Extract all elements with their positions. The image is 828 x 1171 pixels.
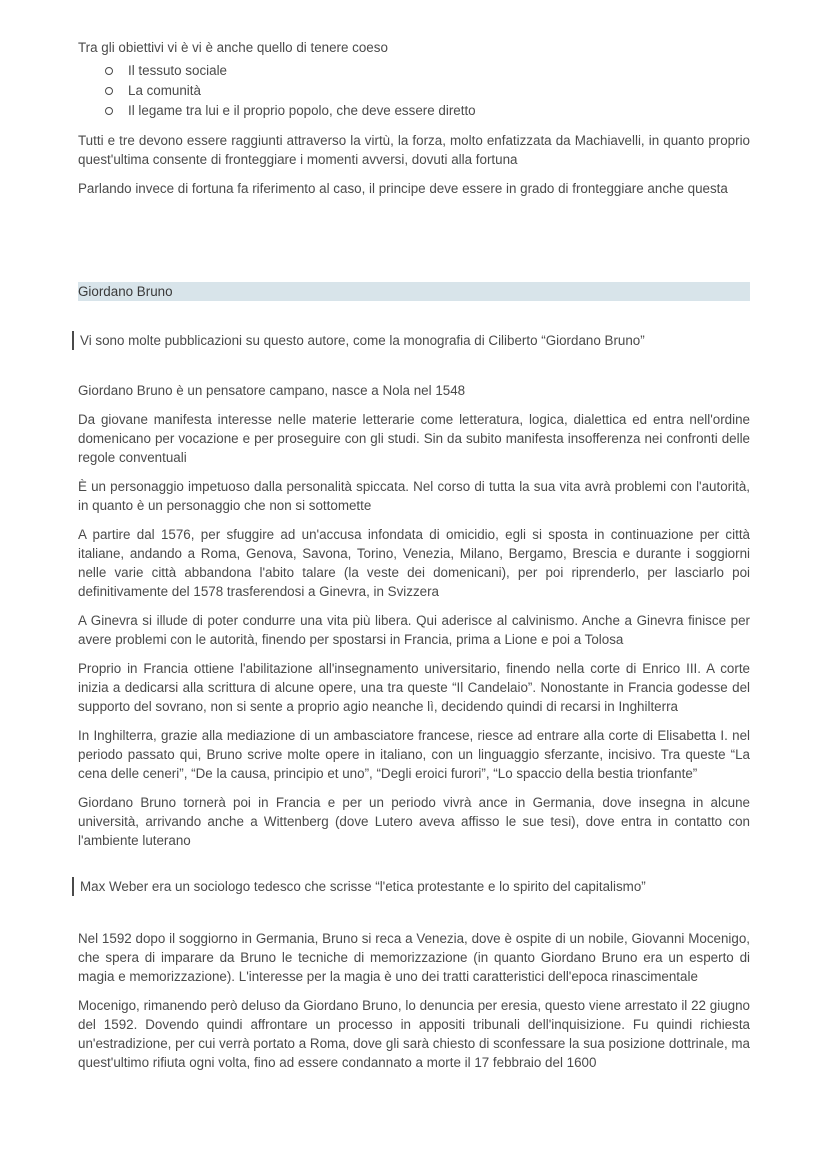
paragraph: A Ginevra si illude di poter condurre una vita più libera. Qui aderisce al calvinismo. Anche a Ginevra finisce per avere problemi con le autorità, finendo per spostarsi in Francia, prima a Lione e poi a Tolosa [78,613,750,647]
paragraph: Da giovane manifesta interesse nelle materie letterarie come letteratura, logica, dialettica ed entra nell'ordine domenicano per vocazione e per proseguire con gli studi. Sin da subito manifesta insofferenza nei confronti delle regole conventuali [78,412,750,465]
section-body [78,381,750,850]
paragraph: Giordano Bruno è un pensatore campano, nasce a Nola nel 1548 [78,383,466,398]
section-heading-text: Giordano Bruno [78,284,173,299]
section-body-continued [78,929,750,1072]
side-note-text: Vi sono molte pubblicazioni su questo autore, come la monografia di Ciliberto “Giordano Bruno” [80,333,645,348]
bullet-list [78,61,750,121]
intro-block [78,38,750,198]
paragraph: Mocenigo, rimanendo però deluso da Giordano Bruno, lo denuncia per eresia, questo viene arrestato il 22 giugno del 1592. Dovendo quindi affrontare un processo in appositi tribunali dell'inquisizione. Fu quindi richiesta un'estradizione, per cui verrà portato a Roma, dove gli sarà chiesto di sconfessare la sua posizione dottrinale, ma quest'ultimo rifiuta ogni volta, fino ad essere condannato a morte il 17 febbraio del 1600 [78,998,750,1070]
paragraph: È un personaggio impetuoso dalla personalità spiccata. Nel corso di tutta la sua vita avrà problemi con l'autorità, in quanto è un personaggio che non si sottomette [78,479,750,513]
list-item-text: Il tessuto sociale [128,63,227,78]
paragraph: In Inghilterra, grazie alla mediazione di un ambasciatore francese, riesce ad entrare alla corte di Elisabetta I. nel periodo passato qui, Bruno scrive molte opere in italiano, con un linguaggio sferzante, incisivo. Tra queste “La cena delle ceneri”, “De la causa, principio et uno”, “Degli eroici furori”, “Lo spaccio della bestia trionfante” [78,728,750,781]
list-item [78,61,750,81]
paragraph: Giordano Bruno tornerà poi in Francia e per un periodo vivrà ance in Germania, dove insegna in alcune università, arrivando anche a Wittenberg (dove Lutero aveva affisso le sue tesi), dove entra in contatto con l'ambiente luterano [78,795,750,848]
list-item-text: Il legame tra lui e il proprio popolo, che deve essere diretto [128,103,476,118]
side-note [72,331,760,350]
list-item [78,101,750,121]
circle-bullet-icon [105,67,113,75]
paragraph: Nel 1592 dopo il soggiorno in Germania, Bruno si reca a Venezia, dove è ospite di un nobile, Giovanni Mocenigo, che spera di imparare da Bruno le tecniche di memorizzazione (in quanto Giordano Bruno era un esperto di magia e memorizzazione). L'interesse per la magia è uno dei tratti caratteristici dell'epoca rinascimentale [78,931,750,984]
side-note [72,877,760,896]
circle-bullet-icon [105,87,113,95]
list-item [78,81,750,101]
list-item-text: La comunità [128,83,201,98]
section-heading [78,282,750,301]
circle-bullet-icon [105,107,113,115]
paragraph: Tutti e tre devono essere raggiunti attraverso la virtù, la forza, molto enfatizzata da Machiavelli, in quanto proprio quest'ultima consente di fronteggiare i momenti avversi, dovuti alla fortuna [78,133,750,167]
side-note-text: Max Weber era un sociologo tedesco che scrisse “l'etica protestante e lo spirito del capitalismo” [80,879,646,894]
paragraph: Parlando invece di fortuna fa riferimento al caso, il principe deve essere in grado di fronteggiare anche questa [78,181,728,196]
paragraph: A partire dal 1576, per sfuggire ad un'accusa infondata di omicidio, egli si sposta in continuazione per città italiane, andando a Roma, Genova, Savona, Torino, Venezia, Milano, Bergamo, Brescia e durante i soggiorni nelle varie città abbandona l'abito talare (la veste dei domenicani), per poi riprenderlo, per lasciarlo poi definitivamente del 1578 trasferendosi a Ginevra, in Svizzera [78,527,750,599]
paragraph: Proprio in Francia ottiene l'abilitazione all'insegnamento universitario, finendo nella corte di Enrico III. A corte inizia a dedicarsi alla scrittura di alcune opere, una tra queste “Il Candelaio”. Nonostante in Francia godesse del supporto del sovrano, non si sente a proprio agio neanche lì, decidendo quindi di recarsi in Inghilterra [78,661,750,714]
intro-line: Tra gli obiettivi vi è vi è anche quello di tenere coeso [78,40,388,55]
